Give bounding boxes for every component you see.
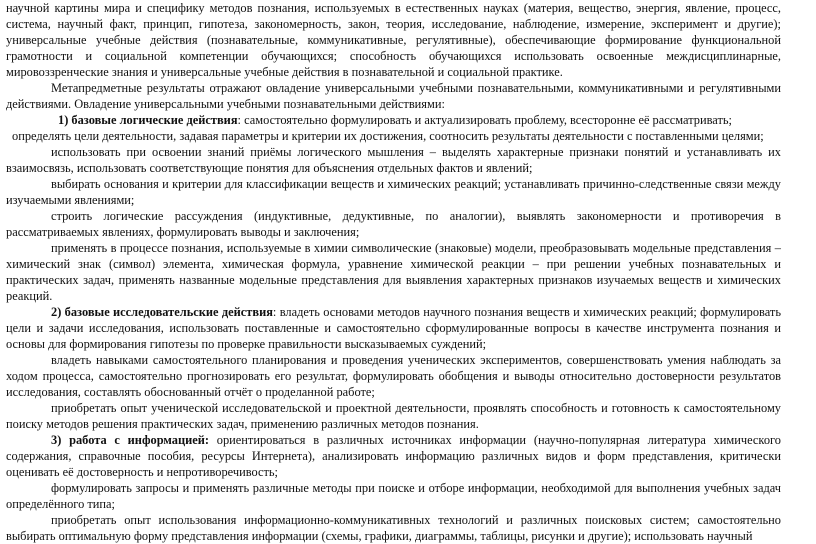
paragraph: применять в процессе познания, используемые в химии символические (знаковые) модели, преобразовывать модельные представления – химический знак (символ) элемента, химическая формула, уравнение химической реакции – при решении учебных познавательных и практических задач, применять названные модельные представления для выявления характерных признаков изучаемых веществ и химических реакций. — [6, 241, 781, 303]
paragraph-text: ориентироваться в различных источниках информации (научно-популярная литература химического содержания, справочные пособия, ресурсы Интернета), анализировать информацию различных видов и форм представления, критически оценивать её достоверность и непротиворечивость; — [6, 433, 781, 479]
paragraph: Метапредметные результаты отражают овладение универсальными учебными познавательными, коммуникативными и регулятивными действиями. Овладение универсальными учебными познавательными действиями: — [6, 81, 781, 111]
paragraph: строить логические рассуждения (индуктивные, дедуктивные, по аналогии), выявлять закономерности и противоречия в рассматриваемых явлениях, формулировать выводы и заключения; — [6, 209, 781, 239]
paragraph — [6, 112, 781, 128]
paragraph — [6, 304, 781, 352]
paragraph-text: : владеть основами методов научного познания веществ и химических реакций; формулировать цели и задачи исследования, использовать поставленные и самостоятельно сформулированные вопросы в качестве инструмента познания и основы для формирования гипотезы по проверке правильности высказываемых суждений; — [6, 305, 781, 351]
section-heading: 2) базовые исследовательские действия — [51, 305, 273, 319]
paragraph: выбирать основания и критерии для классификации веществ и химических реакций; устанавливать причинно-следственные связи между изучаемыми явлениями; — [6, 177, 781, 207]
section-heading: 1) базовые логические действия — [58, 113, 238, 127]
paragraph: приобретать опыт ученической исследовательской и проектной деятельности, проявлять способность и готовность к самостоятельному поиску методов решения практических задач, применению различных методов познания. — [6, 401, 781, 431]
paragraph: научной картины мира и специфику методов познания, используемых в естественных науках (материя, вещество, энергия, явление, процесс, система, научный факт, принцип, гипотеза, закономерность, закон, теория, исследование, наблюдение, измерение, эксперимент и другие); универсальные учебные действия (познавательные, коммуникативные, регулятивные), обеспечивающие формирование функциональной грамотности и социальной компетенции обучающихся; способность обучающихся использовать освоенные междисциплинарные, мировоззренческие знания и универсальные учебные действия в познавательной и социальной практике. — [6, 1, 781, 79]
paragraph — [6, 432, 781, 480]
paragraph: использовать при освоении знаний приёмы логического мышления – выделять характерные признаки понятий и устанавливать их взаимосвязь, использовать соответствующие понятия для объяснения отдельных фактов и явлений; — [6, 145, 781, 175]
paragraph: приобретать опыт использования информационно-коммуникативных технологий и различных поисковых систем; самостоятельно выбирать оптимальную форму представления информации (схемы, графики, диаграммы, таблицы, рисунки и другие); использовать научный — [6, 513, 781, 543]
paragraph: формулировать запросы и применять различные методы при поиске и отборе информации, необходимой для выполнения учебных задач определённого типа; — [6, 481, 781, 511]
paragraph: владеть навыками самостоятельного планирования и проведения ученических экспериментов, совершенствовать умения наблюдать за ходом процесса, самостоятельно прогнозировать его результат, формулировать обобщения и выводы относительно достоверности результатов исследования, составлять обоснованный отчёт о проделанной работе; — [6, 353, 781, 399]
paragraph: определять цели деятельности, задавая параметры и критерии их достижения, соотносить результаты деятельности с поставленными целями; — [12, 129, 764, 143]
section-heading: 3) работа с информацией: — [51, 433, 210, 447]
paragraph-text: : самостоятельно формулировать и актуализировать проблему, всесторонне её рассматривать; — [237, 113, 732, 127]
